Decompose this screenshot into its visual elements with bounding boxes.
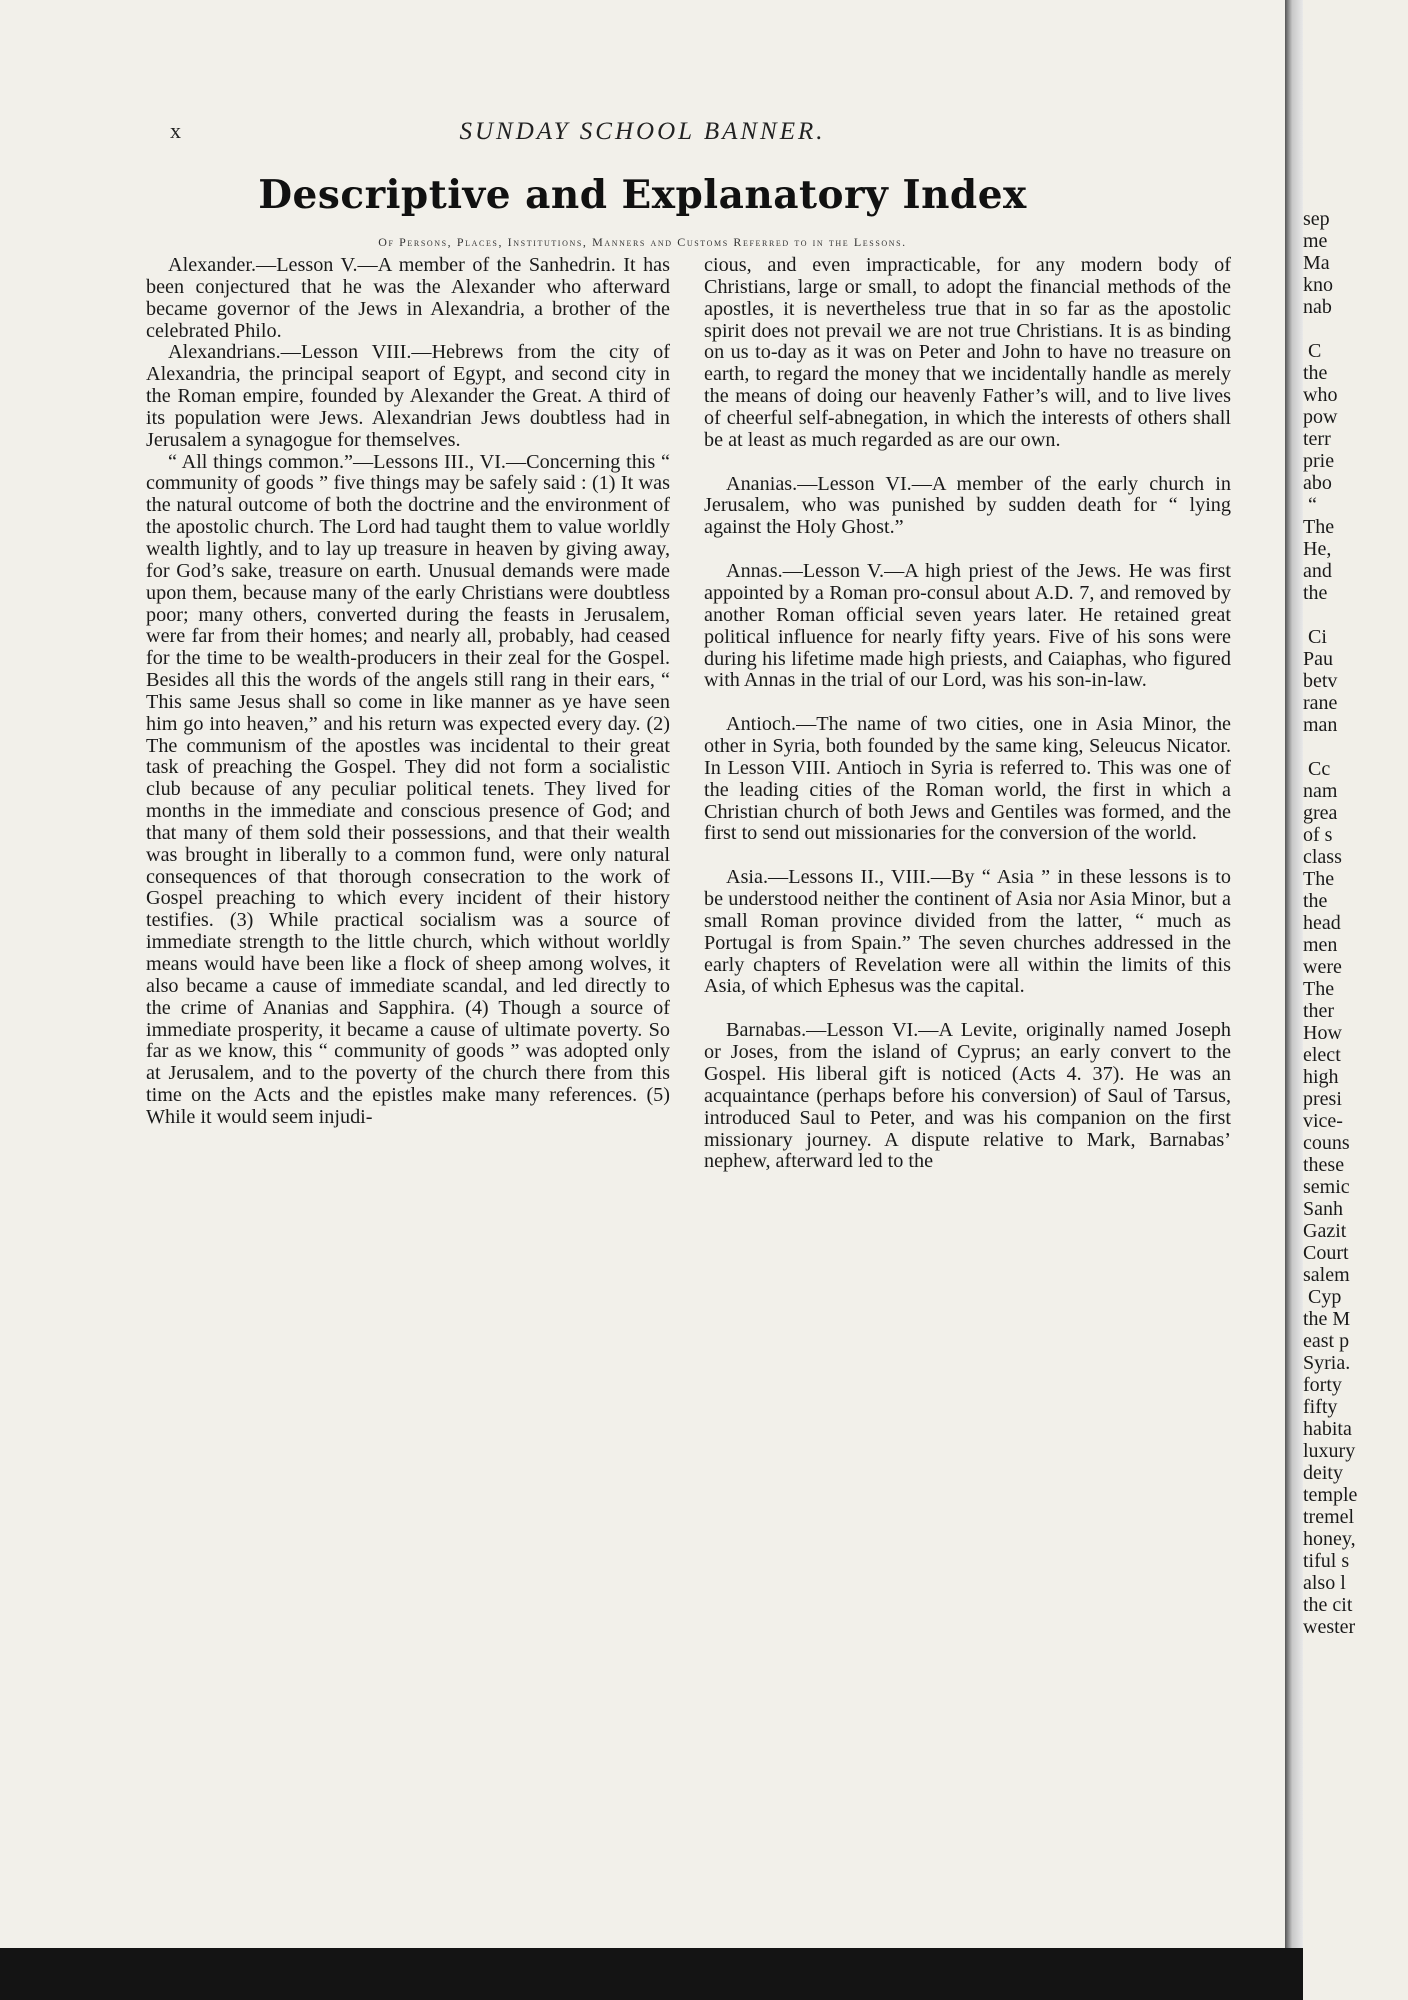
left-column (146, 255, 670, 1129)
right-column (704, 255, 1231, 1173)
journal-title: SUNDAY SCHOOL BANNER. (459, 118, 826, 145)
facing-page-text: sep me Ma kno nab C the who pow terr prie abo “ The He, and the Ci Pau betv rane man Cc nam grea of s class The the head men were The ther How elect high presi vice- couns these semic Sanh Gazit Court salem Cyp the M east p Syria. forty fifty habita luxury deity temple tremel honey, tiful s also l the cit wester (1303, 208, 1358, 1638)
binding-gutter (1285, 0, 1303, 2000)
entry-ananias: Ananias.—Lesson VI.—A member of the early church in Jerusalem, who was punished by sudden death for “ lying against the Holy Ghost.” (704, 472, 1231, 539)
entry-alexandrians: Alexandrians.—Lesson VIII.—Hebrews from the city of Alexandria, the principal seaport of Egypt, and second city in the Roman empire, founded by Alexander the Great. A third of its population were Jews. Alexandrian Jews doubtless had in Jerusalem a synagogue for themselves. (146, 341, 670, 451)
entry-all-things-common: “ All things common.”—Lessons III., VI.—Concerning this “ community of goods ” five things may be safely said : (1) It was the natural outcome of both the doctrine and the environment of the apostolic church. The Lord had taught them to value worldly wealth lightly, and to lay up treasure in heaven by giving away, for God’s sake, treasure on earth. Unusual demands were made upon them, because many of the early Christians were doubtless poor; many others, converted during the feasts in Jerusalem, were far from their homes; and nearly all, probably, had ceased for the time to be wealth-producers in their zeal for the Gospel. Besides all this the words of the angels still rang in their ears, “ This same Jesus shall so come in like manner as ye have seen him go into heaven,” and his return was expected every day. (2) The communism of the apostles was incidental to their great task of preaching the Gospel. They did not form a socialistic club because of any peculiar political tenets. They lived for months in the immediate and conscious presence of God; and that many of them sold their possessions, and that their wealth was brought in liberally to a common fund, were only natural consequences of that thorough consecration to the work of Gospel preaching to which every incident of their history testifies. (3) While practical socialism was a source of immediate strength to the little church, which without worldly means would have been like a flock of sheep among wolves, it also became a cause of immediate scandal, and led directly to the crime of Ananias and Sapphira. (4) Though a source of immediate prosperity, it became a cause of ultimate poverty. So far as we know, this “ community of goods ” was adopted only at Jerusalem, and to the poverty of the church there from this time on the Acts and the epistles make many references. (5) While it would seem injudi- (146, 450, 670, 1128)
facing-page (1303, 0, 1408, 2000)
entry-barnabas: Barnabas.—Lesson VI.—A Levite, originally named Joseph or Joses, from the island of Cyprus; an early convert to the Gospel. His liberal gift is noticed (Acts 4. 37). He was an acquaintance (perhaps before his conversion) of Saul of Tarsus, introduced Saul to Peter, and was his companion on the first missionary journey. A dispute relative to Mark, Barnabas’ nephew, afterward led to the (704, 1019, 1231, 1173)
page-number: x (170, 118, 181, 143)
entry-continuation: cious, and even impracticable, for any modern body of Christians, large or small, to adopt the financial methods of the apostles, it is nevertheless true that in so far as the apostolic spirit does not prevail we are not true Christians. It is as binding on us to-day as it was on Peter and John to have no treasure on earth, to regard the money that we incidentally handle as merely the means of doing our heavenly Father’s will, and to live lives of cheerful self-abnegation, in which the interests of others shall be at least as much regarded as are our own. (704, 254, 1231, 451)
index-title: Descriptive and Explanatory Index (258, 172, 1027, 218)
entry-antioch: Antioch.—The name of two cities, one in Asia Minor, the other in Syria, both founded by the same king, Seleucus Nicator. In Lesson VIII. Antioch in Syria is referred to. This was one of the leading cities of the Roman world, the first in which a Christian church of both Jews and Gentiles was formed, and the first to send out missionaries for the conversion of the world. (704, 713, 1231, 845)
entry-asia: Asia.—Lessons II., VIII.—By “ Asia ” in these lessons is to be understood neither the continent of Asia nor Asia Minor, but a small Roman province divided from the latter, “ much as Portugal is from Spain.” The seven churches addressed in the early chapters of Revelation were all within the limits of this Asia, of which Ephesus was the capital. (704, 866, 1231, 998)
entry-annas: Annas.—Lesson V.—A high priest of the Jews. He was first appointed by a Roman pro-consul about A.D. 7, and removed by another Roman official seven years later. He retained great political influence for nearly fifty years. Five of his sons were during his lifetime made high priests, and Caiaphas, who figured with Annas in the trial of our Lord, was his son-in-law. (704, 560, 1231, 692)
running-head (0, 118, 1285, 158)
index-subtitle: Of Persons, Places, Institutions, Manners and Customs Referred to in the Lessons. (378, 235, 907, 249)
scan-bottom-edge (0, 1948, 1303, 2000)
entry-alexander: Alexander.—Lesson V.—A member of the Sanhedrin. It has been conjectured that he was the Alexander who afterward became governor of the Jews in Alexandria, a brother of the celebrated Philo. (146, 254, 670, 342)
